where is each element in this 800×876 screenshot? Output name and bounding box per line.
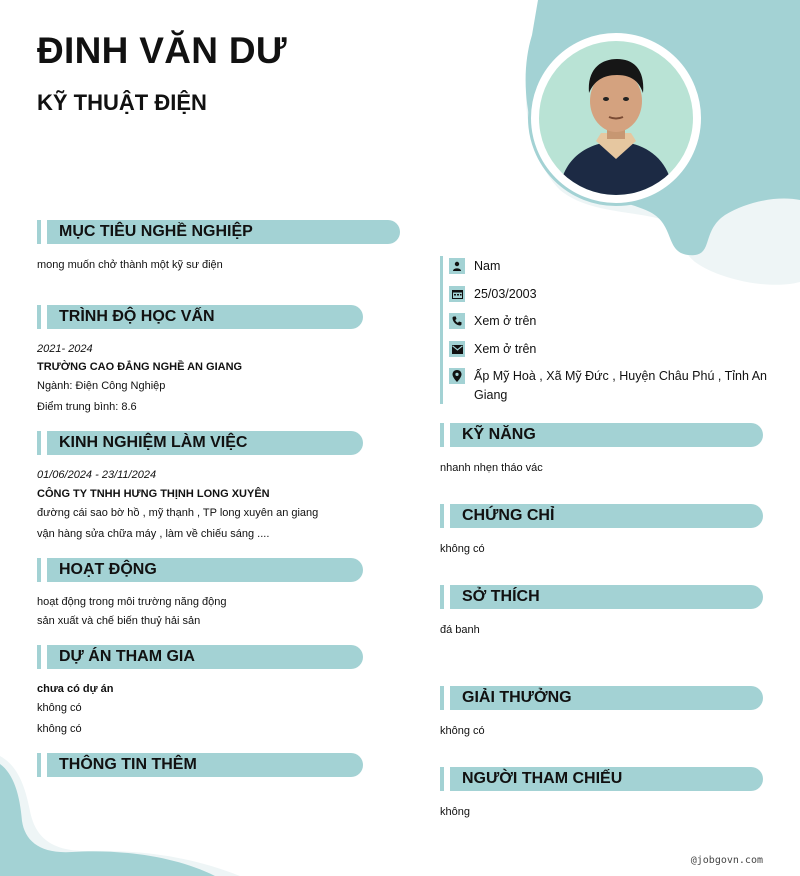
address-text: Ấp Mỹ Hoà , Xã Mỹ Đức , Huyện Châu Phú , Tỉnh An Giang: [474, 369, 767, 402]
info-gender: [449, 258, 500, 276]
phone-text: Xem ở trên: [474, 314, 537, 328]
info-divider: [440, 256, 443, 404]
education-major: Ngành: Điện Công Nghiệp: [37, 380, 166, 392]
skills-text: nhanh nhẹn tháo vác: [440, 462, 543, 474]
hobbies-text: đá banh: [440, 624, 480, 636]
section-title: KỸ NĂNG: [462, 426, 536, 443]
section-title: NGƯỜI THAM CHIẾU: [462, 770, 623, 787]
experience-duty: vận hàng sửa chữa máy , làm về chiếu sáng ....: [37, 528, 270, 540]
section-title: GIẢI THƯỞNG: [462, 689, 572, 706]
education-gpa: Điểm trung bình: 8.6: [37, 401, 137, 413]
awards-text: không có: [440, 725, 485, 737]
section-hobbies-header: [440, 585, 763, 609]
section-title: THÔNG TIN THÊM: [59, 756, 197, 773]
phone-icon: [449, 313, 465, 329]
section-skills-header: [440, 423, 763, 447]
section-projects-header: [37, 645, 363, 669]
project-line: không có: [37, 702, 82, 714]
education-school: TRƯỜNG CAO ĐẲNG NGHỀ AN GIANG: [37, 361, 243, 373]
info-email: [449, 341, 536, 359]
references-text: không: [440, 806, 470, 818]
activity-line: hoạt động trong môi trường năng động: [37, 596, 227, 608]
gender-text: Nam: [474, 259, 501, 273]
section-title: SỞ THÍCH: [462, 588, 540, 605]
profile-photo: [528, 30, 704, 206]
watermark: @jobgovn.com: [690, 855, 763, 866]
section-title: MỤC TIÊU NGHỀ NGHIỆP: [59, 223, 253, 240]
email-text: Xem ở trên: [474, 342, 537, 356]
info-address: [449, 368, 769, 405]
job-title: KỸ THUẬT ĐIỆN: [37, 90, 207, 115]
education-period: 2021- 2024: [37, 343, 93, 355]
section-title: CHỨNG CHỈ: [462, 507, 555, 524]
section-activities-header: [37, 558, 363, 582]
birthday-text: 25/03/2003: [474, 287, 537, 301]
experience-period: 01/06/2024 - 23/11/2024: [37, 469, 157, 481]
certificates-text: không có: [440, 543, 485, 555]
activity-line: sản xuất và chế biến thuỷ hải sản: [37, 615, 201, 627]
calendar-icon: [449, 286, 465, 302]
candidate-name: ĐINH VĂN DƯ: [37, 30, 287, 71]
project-name: chưa có dự án: [37, 683, 114, 695]
location-pin-icon: [449, 368, 465, 384]
section-title: HOẠT ĐỘNG: [59, 561, 157, 578]
section-title: KINH NGHIỆM LÀM VIỆC: [59, 434, 248, 451]
section-education-header: [37, 305, 363, 329]
section-certificates-header: [440, 504, 763, 528]
project-line: không có: [37, 723, 82, 735]
section-objective-header: [37, 220, 400, 244]
section-awards-header: [440, 686, 763, 710]
section-references-header: [440, 767, 763, 791]
experience-address: đường cái sao bờ hồ , mỹ thạnh , TP long xuyên an giang: [37, 507, 319, 519]
section-experience-header: [37, 431, 363, 455]
section-title: TRÌNH ĐỘ HỌC VẤN: [59, 308, 215, 325]
experience-company: CÔNG TY TNHH HƯNG THỊNH LONG XUYÊN: [37, 488, 270, 500]
info-birthday: [449, 286, 537, 304]
avatar: [539, 41, 693, 195]
person-icon: [449, 258, 465, 274]
envelope-icon: [449, 341, 465, 357]
section-additional-header: [37, 753, 363, 777]
objective-text: mong muốn chở thành một kỹ sư điện: [37, 259, 223, 271]
section-title: DỰ ÁN THAM GIA: [59, 648, 195, 665]
info-phone: [449, 313, 536, 331]
